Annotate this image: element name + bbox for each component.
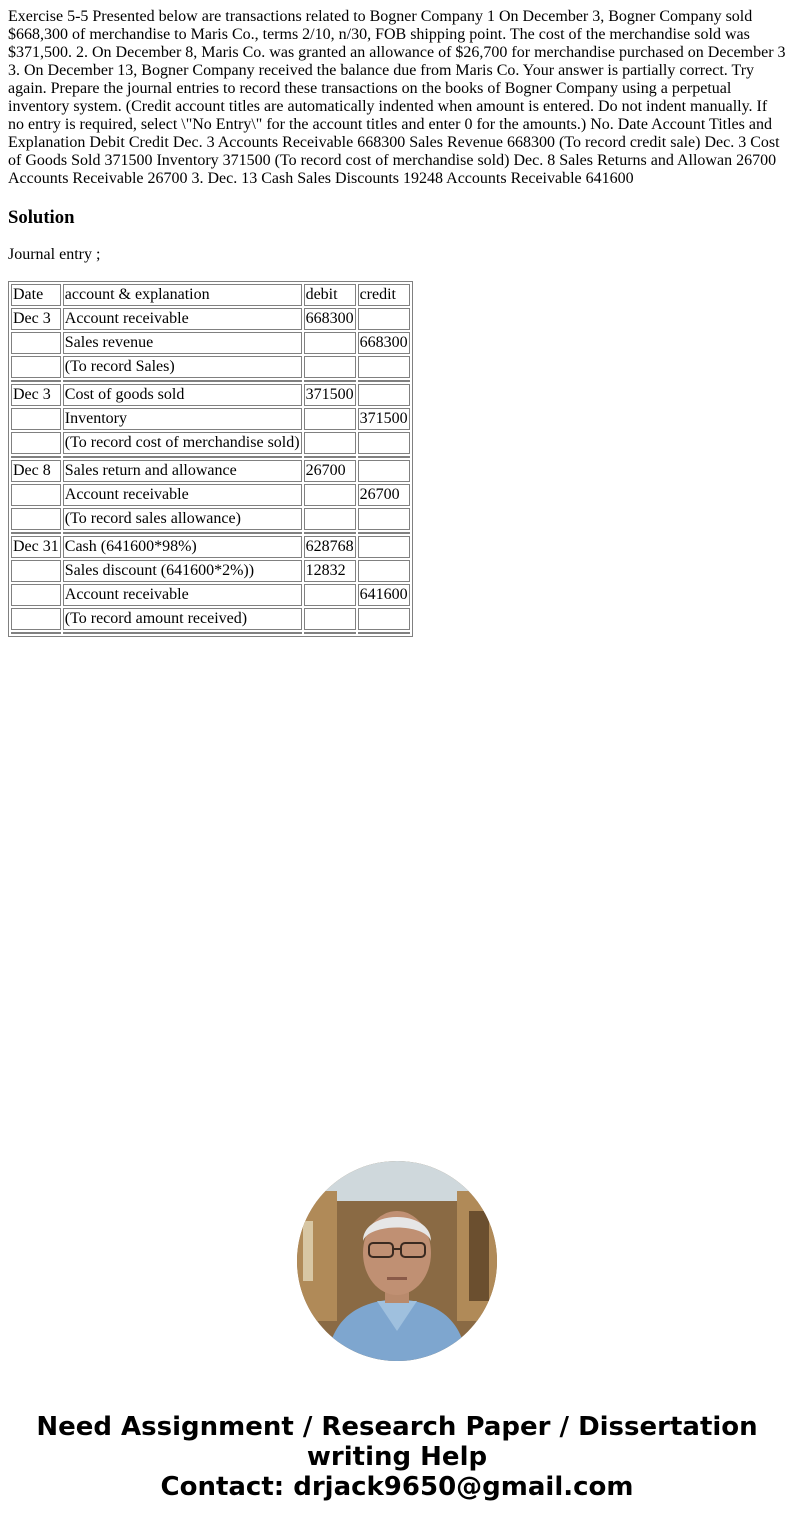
cell-account: (To record Sales): [63, 356, 302, 378]
table-row: [11, 560, 410, 582]
cell-debit: 371500: [304, 384, 356, 406]
cell-account: Sales revenue: [63, 332, 302, 354]
separator-cell: [358, 380, 410, 382]
separator-row: [11, 632, 410, 634]
table-row: [11, 408, 410, 430]
cell-date: [11, 484, 61, 506]
separator-cell: [304, 456, 356, 458]
table-row: [11, 308, 410, 330]
cell-account: Account receivable: [63, 484, 302, 506]
cell-date: Dec 3: [11, 384, 61, 406]
cell-date: Dec 31: [11, 536, 61, 558]
cell-credit: [358, 560, 410, 582]
cell-credit: 668300: [358, 332, 410, 354]
table-row: [11, 384, 410, 406]
cell-debit: 26700: [304, 460, 356, 482]
cell-account: (To record cost of merchandise sold): [63, 432, 302, 454]
cell-date: [11, 332, 61, 354]
separator-cell: [63, 532, 302, 534]
cell-credit: [358, 536, 410, 558]
cell-debit: [304, 432, 356, 454]
table-row: [11, 536, 410, 558]
cell-credit: 641600: [358, 584, 410, 606]
header-date: Date: [11, 284, 61, 306]
cell-debit: [304, 484, 356, 506]
separator-cell: [63, 380, 302, 382]
author-avatar: [297, 1161, 497, 1361]
table-header-row: [11, 284, 410, 306]
cell-date: [11, 432, 61, 454]
table-row: [11, 484, 410, 506]
cell-debit: 668300: [304, 308, 356, 330]
cell-debit: 12832: [304, 560, 356, 582]
cell-account: Account receivable: [63, 308, 302, 330]
cell-credit: [358, 460, 410, 482]
question-text: Exercise 5-5 Presented below are transactions related to Bogner Company 1 On December 3, Bogner Company sold $668,300 of merchandise to Maris Co., terms 2/10, n/30, FOB shipping point. The cost of the merchandise sold was $371,500. 2. On December 8, Maris Co. was granted an allowance of $26,700 for merchandise purchased on December 3 3. On December 13, Bogner Company received the balance due from Maris Co. Your answer is partially correct. Try again. Prepare the journal entries to record these transactions on the books of Bogner Company using a perpetual inventory system. (Credit account titles are automatically indented when amount is entered. Do not indent manually. If no entry is required, select \"No Entry\" for the account titles and enter 0 for the amounts.) No. Date Account Titles and Explanation Debit Credit Dec. 3 Accounts Receivable 668300 Sales Revenue 668300 (To record credit sale) Dec. 3 Cost of Goods Sold 371500 Inventory 371500 (To record cost of merchandise sold) Dec. 8 Sales Returns and Allowan 26700 Accounts Receivable 26700 3. Dec. 13 Cash Sales Discounts 19248 Accounts Receivable 641600: [8, 8, 786, 187]
promo-line-1: Need Assignment / Research Paper / Dissertation: [36, 1412, 758, 1442]
cell-account: Inventory: [63, 408, 302, 430]
separator-cell: [358, 532, 410, 534]
cell-date: Dec 3: [11, 308, 61, 330]
cell-debit: [304, 508, 356, 530]
cell-credit: [358, 432, 410, 454]
cell-date: [11, 584, 61, 606]
header-credit: credit: [358, 284, 410, 306]
cell-account: Cost of goods sold: [63, 384, 302, 406]
cell-debit: [304, 356, 356, 378]
cell-account: Cash (641600*98%): [63, 536, 302, 558]
journal-entry-table-body: [11, 284, 410, 634]
cell-debit: [304, 408, 356, 430]
cell-date: [11, 508, 61, 530]
cell-account: (To record sales allowance): [63, 508, 302, 530]
table-row: [11, 332, 410, 354]
cell-date: Dec 8: [11, 460, 61, 482]
cell-date: [11, 560, 61, 582]
separator-cell: [11, 456, 61, 458]
separator-row: [11, 532, 410, 534]
cell-credit: 371500: [358, 408, 410, 430]
separator-cell: [63, 632, 302, 634]
table-row: [11, 460, 410, 482]
table-row: [11, 584, 410, 606]
table-row: [11, 356, 410, 378]
solution-heading: Solution: [8, 207, 75, 228]
cell-account: Sales return and allowance: [63, 460, 302, 482]
table-row: [11, 432, 410, 454]
cell-account: Account receivable: [63, 584, 302, 606]
cell-date: [11, 408, 61, 430]
separator-row: [11, 456, 410, 458]
header-debit: debit: [304, 284, 356, 306]
separator-cell: [63, 456, 302, 458]
separator-cell: [11, 532, 61, 534]
cell-account: (To record amount received): [63, 608, 302, 630]
cell-debit: [304, 608, 356, 630]
cell-debit: 628768: [304, 536, 356, 558]
promo-banner: [0, 1412, 794, 1502]
separator-cell: [11, 632, 61, 634]
separator-row: [11, 380, 410, 382]
author-portrait-image: [297, 1161, 497, 1361]
separator-cell: [304, 632, 356, 634]
cell-account: Sales discount (641600*2%)): [63, 560, 302, 582]
table-row: [11, 608, 410, 630]
journal-entry-table: [8, 281, 413, 637]
cell-credit: [358, 308, 410, 330]
promo-contact[interactable]: Contact: drjack9650@gmail.com: [160, 1472, 634, 1502]
cell-date: [11, 608, 61, 630]
header-account: account & explanation: [63, 284, 302, 306]
cell-credit: [358, 356, 410, 378]
separator-cell: [304, 380, 356, 382]
separator-cell: [304, 532, 356, 534]
cell-credit: [358, 608, 410, 630]
cell-credit: [358, 508, 410, 530]
table-row: [11, 508, 410, 530]
cell-date: [11, 356, 61, 378]
separator-cell: [11, 380, 61, 382]
cell-debit: [304, 584, 356, 606]
cell-debit: [304, 332, 356, 354]
separator-cell: [358, 632, 410, 634]
intro-text: Journal entry ;: [8, 246, 101, 263]
separator-cell: [358, 456, 410, 458]
cell-credit: 26700: [358, 484, 410, 506]
promo-line-2: writing Help: [306, 1442, 488, 1472]
cell-credit: [358, 384, 410, 406]
